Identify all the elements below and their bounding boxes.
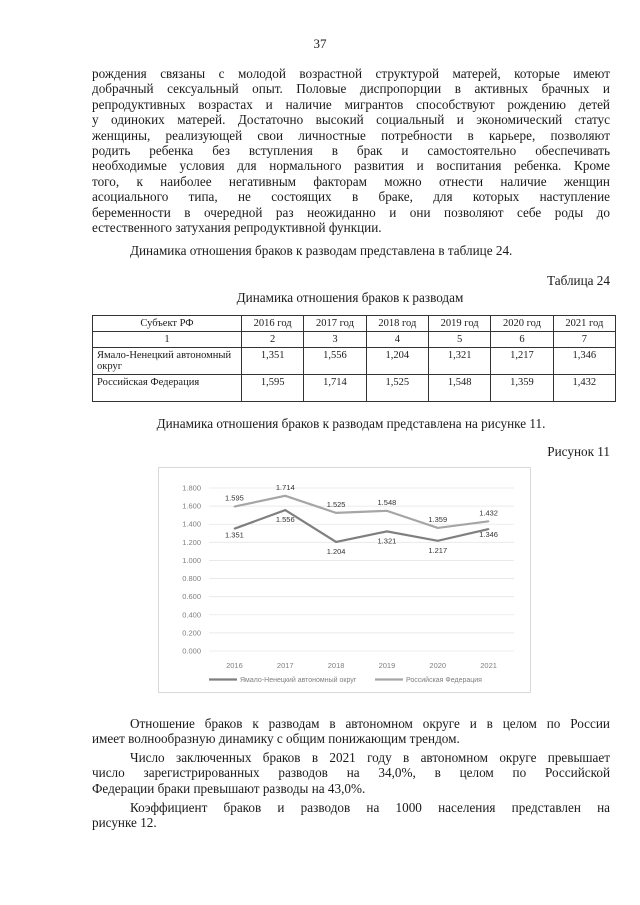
text-line: Коэффициент браков и разводов на 1000 населения представлен на [130, 800, 610, 815]
x-tick-label: 2019 [378, 661, 396, 670]
value-cell: 1,321 [428, 348, 490, 375]
value-cell: 1,714 [304, 375, 366, 402]
x-tick-label: 2021 [480, 661, 497, 670]
number-cell: 7 [553, 332, 615, 348]
y-tick-label: 0.200 [182, 628, 201, 638]
y-tick-label: 0.600 [182, 592, 201, 602]
table-row [93, 375, 616, 402]
table-label: Таблица 24 [547, 273, 610, 288]
data-point [234, 528, 236, 530]
paragraph-4 [92, 716, 610, 747]
data-label: 1.432 [479, 508, 498, 518]
data-label: 1.217 [428, 545, 448, 555]
figure-label: Рисунок 11 [547, 444, 610, 459]
data-label: 1.525 [326, 499, 346, 509]
value-cell: 1,548 [428, 375, 490, 402]
paragraph-5 [92, 750, 610, 796]
x-tick-label: 2016 [226, 661, 243, 670]
y-tick-label: 1.400 [182, 519, 201, 529]
paragraph-3 [92, 416, 610, 431]
data-label: 1.556 [275, 515, 295, 525]
value-cell: 1,525 [366, 375, 428, 402]
value-cell: 1,351 [242, 348, 304, 375]
legend-label: Ямало-Ненецкий автономный округ [240, 677, 357, 684]
text-line: родить ребенка без вступления в брак и самостоятельно обеспечивать [92, 143, 610, 159]
data-label: 1.548 [377, 497, 397, 507]
data-point [234, 506, 236, 508]
y-tick-label: 0.400 [182, 610, 201, 620]
page-number: 37 [313, 36, 327, 51]
line-chart [159, 468, 530, 692]
text-line: необходимые условия для нормального развития и воспитания ребенка. Кроме [92, 158, 610, 174]
header-cell: Субъект РФ [93, 316, 242, 332]
value-cell: 1,359 [491, 375, 553, 402]
header-cell: 2016 год [242, 316, 304, 332]
text-line: асоциального типа, не состоящих в браке, для которых наступление [92, 189, 610, 205]
y-tick-label: 1.200 [182, 537, 201, 547]
data-label: 1.346 [479, 530, 498, 540]
table-number-row [93, 332, 616, 348]
data-point [437, 527, 439, 529]
text-line: рождения связаны с молодой возрастной структурой матерей, которые имеют [92, 66, 610, 81]
text-line: добрачный сексуальный опыт. Половые диспропорции в активных брачных и [92, 81, 610, 97]
series-line [234, 496, 488, 528]
data-point [488, 521, 490, 523]
table-title: Динамика отношения браков к разводам [236, 290, 464, 305]
text-line: того, к наиболее негативным факторам можно отнести наличие женщин [92, 173, 610, 189]
data-label: 1.351 [225, 530, 244, 540]
text-line: женщины, реализующей свои личностные потребности в карьере, позволяют [92, 127, 610, 143]
header-cell: 2017 год [304, 316, 366, 332]
x-tick-label: 2018 [327, 661, 345, 670]
data-point [335, 541, 337, 543]
paragraph-1 [92, 66, 610, 235]
text-line: естественного затухания репродуктивной функции. [92, 220, 382, 236]
paragraph-2-text: Динамика отношения браков к разводам представлена в таблице 24. [130, 243, 513, 258]
number-cell: 1 [93, 332, 242, 348]
number-cell: 2 [242, 332, 304, 348]
number-cell: 4 [366, 332, 428, 348]
y-tick-label: 1.000 [182, 555, 201, 565]
text-line: число зарегистрированных разводов на 34,0%, в целом по Российской [92, 765, 610, 781]
value-cell: 1,346 [553, 348, 615, 375]
chart-figure [158, 467, 531, 693]
x-tick-label: 2020 [429, 661, 447, 670]
subject-cell: Ямало-Ненецкий автономный округ [93, 348, 242, 375]
text-line: Федерации браки превышают разводы на 43,0%. [92, 780, 366, 796]
subject-cell: Российская Федерация [93, 375, 242, 402]
data-label: 1.595 [225, 493, 244, 503]
y-tick-label: 1.600 [182, 501, 201, 511]
data-point [335, 512, 337, 514]
text-line: рисунке 12. [92, 815, 157, 831]
value-cell: 1,432 [553, 375, 615, 402]
data-label: 1.714 [275, 482, 295, 492]
data-table [92, 315, 616, 402]
header-cell: 2020 год [491, 316, 553, 332]
header-cell: 2018 год [366, 316, 428, 332]
data-label: 1.321 [377, 536, 397, 546]
paragraph-6 [92, 800, 610, 831]
value-cell: 1,556 [304, 348, 366, 375]
text-line: репродуктивных возрастах и наличие мигрантов способствуют рождению детей [92, 96, 610, 112]
value-cell: 1,595 [242, 375, 304, 402]
table-row [93, 348, 616, 375]
data-point [437, 540, 439, 542]
text-line: беременности в очередной раз неожиданно и они позволяют себе роды до [92, 204, 610, 220]
legend-label: Российская Федерация [406, 677, 482, 684]
data-point [284, 509, 286, 511]
y-tick-label: 0.800 [182, 574, 201, 584]
text-line: Число заключенных браков в 2021 году в автономном округе превышает [130, 750, 610, 765]
number-cell: 5 [428, 332, 490, 348]
header-cell: 2021 год [553, 316, 615, 332]
data-point [284, 495, 286, 497]
text-line: у одиноких матерей. Достаточно высокий социальный и экономический статус [92, 112, 610, 128]
text-line: Отношение браков к разводам в автономном округе и в целом по России [130, 716, 610, 731]
paragraph-2 [92, 243, 610, 258]
text-line: имеет волнообразную динамику с общим понижающим трендом. [92, 731, 460, 747]
y-tick-label: 1.800 [182, 483, 201, 493]
y-tick-label: 0.000 [182, 646, 201, 656]
number-cell: 6 [491, 332, 553, 348]
data-label: 1.359 [428, 514, 448, 524]
paragraph-3-text: Динамика отношения браков к разводам представлена на рисунке 11. [156, 416, 546, 431]
x-tick-label: 2017 [276, 661, 294, 670]
value-cell: 1,217 [491, 348, 553, 375]
value-cell: 1,204 [366, 348, 428, 375]
header-cell: 2019 год [428, 316, 490, 332]
data-point [386, 510, 388, 512]
data-label: 1.204 [326, 546, 346, 556]
number-cell: 3 [304, 332, 366, 348]
table-header-row [93, 316, 616, 332]
data-point [386, 531, 388, 533]
